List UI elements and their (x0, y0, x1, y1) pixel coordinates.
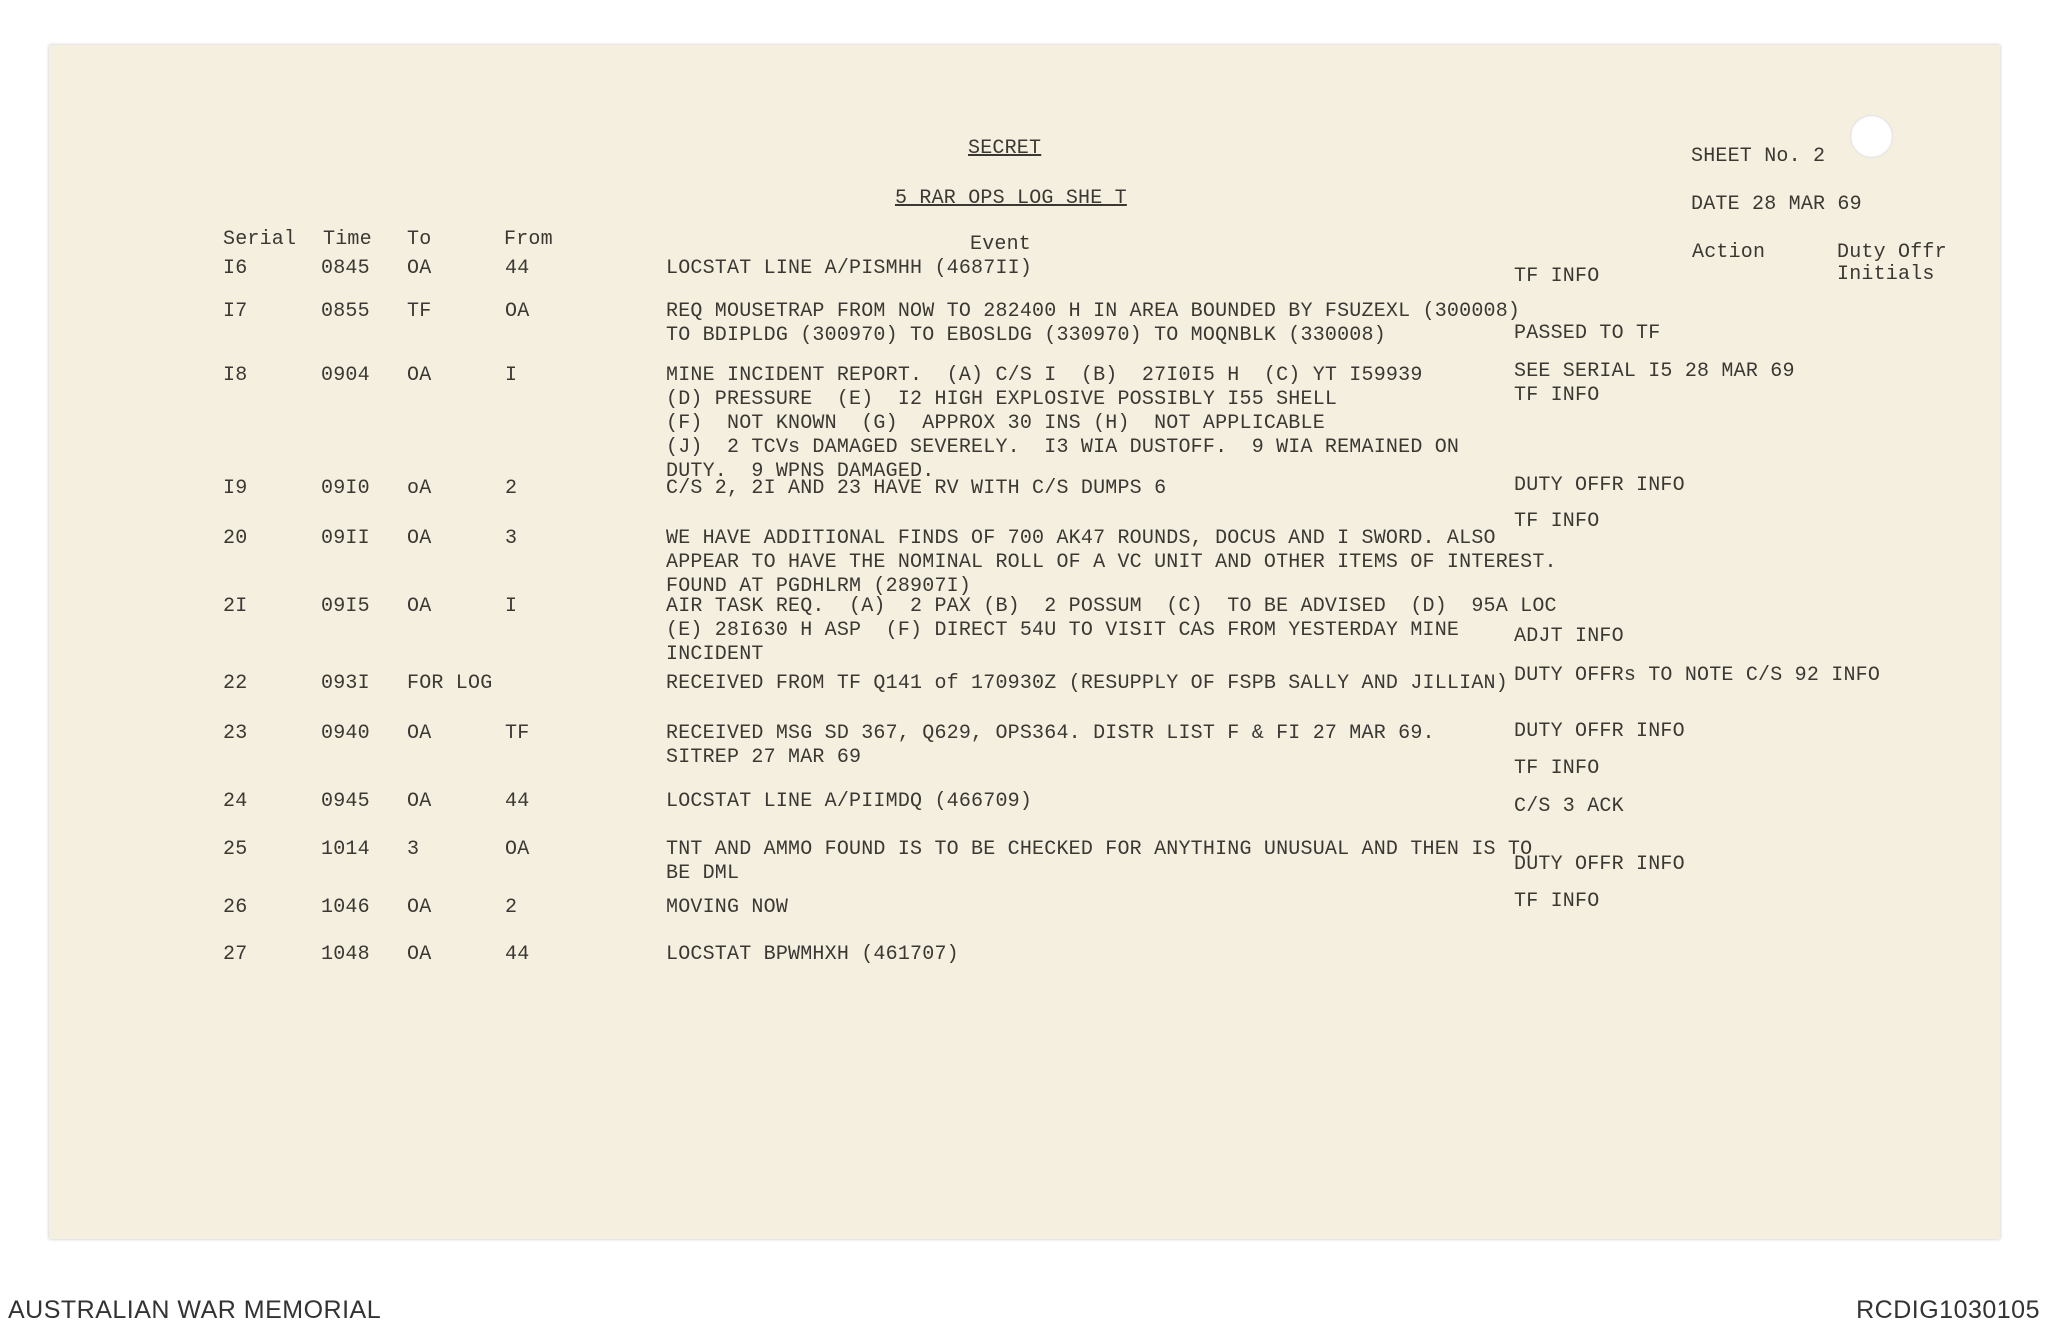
entry-event-line: MOVING NOW (666, 896, 789, 919)
entry-action-line: TF INFO (1514, 265, 1600, 288)
entry-event-line: AIR TASK REQ. (A) 2 PAX (B) 2 POSSUM (C) TO BE ADVISED (D) 95A LOC (666, 595, 1557, 618)
entry-from: I (505, 595, 518, 618)
entry-from: 44 (505, 790, 530, 813)
entry-from: TF (505, 722, 530, 745)
entry-event-line: TO BDIPLDG (300970) TO EBOSLDG (330970) TO MOQNBLK (330008) (666, 324, 1386, 347)
entry-event-line: FOUND AT PGDHLRM (28907I) (666, 575, 972, 598)
entry-serial: 20 (223, 527, 248, 550)
entry-action-line: TF INFO (1514, 890, 1600, 913)
entry-to: TF (407, 300, 432, 323)
entry-event-line: DUTY. 9 WPNS DAMAGED. (666, 460, 935, 483)
entry-action-line: TF INFO (1514, 384, 1600, 407)
entry-to: FOR LOG (407, 672, 493, 695)
entry-event-line: INCIDENT (666, 643, 764, 666)
entry-serial: I7 (223, 300, 248, 323)
column-header-duty-offr: Duty Offr (1837, 241, 1947, 264)
entry-from: 2 (505, 477, 518, 500)
entry-time: 0945 (321, 790, 370, 813)
entry-time: 0845 (321, 257, 370, 280)
entry-serial: 24 (223, 790, 248, 813)
sheet-date: DATE 28 MAR 69 (1691, 193, 1862, 216)
entry-time: 09II (321, 527, 370, 550)
entry-to: OA (407, 722, 432, 745)
column-header-action: Action (1692, 241, 1766, 264)
entry-time: 0855 (321, 300, 370, 323)
entry-serial: 26 (223, 896, 248, 919)
entry-from: OA (505, 838, 530, 861)
entry-action-line: PASSED TO TF (1514, 322, 1661, 345)
column-header-initials: Initials (1837, 263, 1935, 286)
entry-to: OA (407, 527, 432, 550)
entry-time: 09I0 (321, 477, 370, 500)
entry-action-line: TF INFO (1514, 510, 1600, 533)
column-header-to: To (407, 228, 432, 251)
entry-from: 44 (505, 943, 530, 966)
entry-time: 1014 (321, 838, 370, 861)
entry-event-line: C/S 2, 2I AND 23 HAVE RV WITH C/S DUMPS 6 (666, 477, 1167, 500)
entry-to: OA (407, 943, 432, 966)
entry-event-line: (E) 28I630 H ASP (F) DIRECT 54U TO VISIT CAS FROM YESTERDAY MINE (666, 619, 1460, 642)
entry-serial: I6 (223, 257, 248, 280)
column-header-serial: Serial (223, 228, 297, 251)
column-header-event: Event (970, 233, 1032, 256)
entry-serial: I8 (223, 364, 248, 387)
entry-event-line: LOCSTAT LINE A/PISMHH (4687II) (666, 257, 1033, 280)
footer-institution: AUSTRALIAN WAR MEMORIAL (8, 1296, 382, 1324)
entry-serial: 2I (223, 595, 248, 618)
entry-to: OA (407, 896, 432, 919)
entry-action-line: C/S 3 ACK (1514, 795, 1624, 818)
entry-event-line: BE DML (666, 862, 740, 885)
entry-serial: 25 (223, 838, 248, 861)
entry-event-line: APPEAR TO HAVE THE NOMINAL ROLL OF A VC UNIT AND OTHER ITEMS OF INTEREST. (666, 551, 1557, 574)
footer-record-id: RCDIG1030105 (1856, 1296, 2040, 1324)
entry-event-line: LOCSTAT LINE A/PIIMDQ (466709) (666, 790, 1033, 813)
entry-action-line: DUTY OFFR INFO (1514, 474, 1685, 497)
entry-serial: 22 (223, 672, 248, 695)
entry-event-line: RECEIVED MSG SD 367, Q629, OPS364. DISTR LIST F & FI 27 MAR 69. (666, 722, 1435, 745)
entry-action-line: ADJT INFO (1514, 625, 1624, 648)
entry-to: OA (407, 364, 432, 387)
punch-hole (1850, 115, 1893, 158)
entry-from: 2 (505, 896, 518, 919)
entry-to: OA (407, 790, 432, 813)
entry-serial: 27 (223, 943, 248, 966)
entry-time: 09I5 (321, 595, 370, 618)
entry-time: 1048 (321, 943, 370, 966)
sheet-number: SHEET No. 2 (1691, 145, 1826, 168)
entry-event-line: (D) PRESSURE (E) I2 HIGH EXPLOSIVE POSSIBLY I55 SHELL (666, 388, 1338, 411)
entry-event-line: MINE INCIDENT REPORT. (A) C/S I (B) 27I0I5 H (C) YT I59939 (666, 364, 1423, 387)
classification-heading: SECRET (968, 137, 1042, 160)
entry-action-line: DUTY OFFR INFO (1514, 720, 1685, 743)
log-sheet-title: 5 RAR OPS LOG SHE T (895, 187, 1127, 210)
entry-event-line: WE HAVE ADDITIONAL FINDS OF 700 AK47 ROUNDS, DOCUS AND I SWORD. ALSO (666, 527, 1496, 550)
entry-serial: 23 (223, 722, 248, 745)
column-header-from: From (504, 228, 553, 251)
entry-time: 0940 (321, 722, 370, 745)
entry-event-line: (F) NOT KNOWN (G) APPROX 30 INS (H) NOT APPLICABLE (666, 412, 1325, 435)
entry-time: 0904 (321, 364, 370, 387)
document-sheet (49, 45, 2000, 1239)
entry-serial: I9 (223, 477, 248, 500)
entry-event-line: (J) 2 TCVs DAMAGED SEVERELY. I3 WIA DUSTOFF. 9 WIA REMAINED ON (666, 436, 1460, 459)
entry-action-line: TF INFO (1514, 757, 1600, 780)
column-header-time: Time (323, 228, 372, 251)
entry-time: 093I (321, 672, 370, 695)
entry-to: OA (407, 595, 432, 618)
entry-event-line: SITREP 27 MAR 69 (666, 746, 862, 769)
entry-from: I (505, 364, 518, 387)
entry-event-line: RECEIVED FROM TF Q141 of 170930Z (RESUPPLY OF FSPB SALLY AND JILLIAN) (666, 672, 1508, 695)
entry-to: OA (407, 257, 432, 280)
entry-event-line: LOCSTAT BPWMHXH (461707) (666, 943, 959, 966)
entry-to: oA (407, 477, 432, 500)
entry-from: 3 (505, 527, 518, 550)
entry-action-line: SEE SERIAL I5 28 MAR 69 (1514, 360, 1795, 383)
entry-to: 3 (407, 838, 420, 861)
entry-from: 44 (505, 257, 530, 280)
entry-from: OA (505, 300, 530, 323)
entry-event-line: TNT AND AMMO FOUND IS TO BE CHECKED FOR ANYTHING UNUSUAL AND THEN IS TO (666, 838, 1533, 861)
entry-time: 1046 (321, 896, 370, 919)
entry-action-line: DUTY OFFR INFO (1514, 853, 1685, 876)
entry-event-line: REQ MOUSETRAP FROM NOW TO 282400 H IN AREA BOUNDED BY FSUZEXL (300008) (666, 300, 1521, 323)
entry-action-line: DUTY OFFRs TO NOTE C/S 92 INFO (1514, 664, 1881, 687)
